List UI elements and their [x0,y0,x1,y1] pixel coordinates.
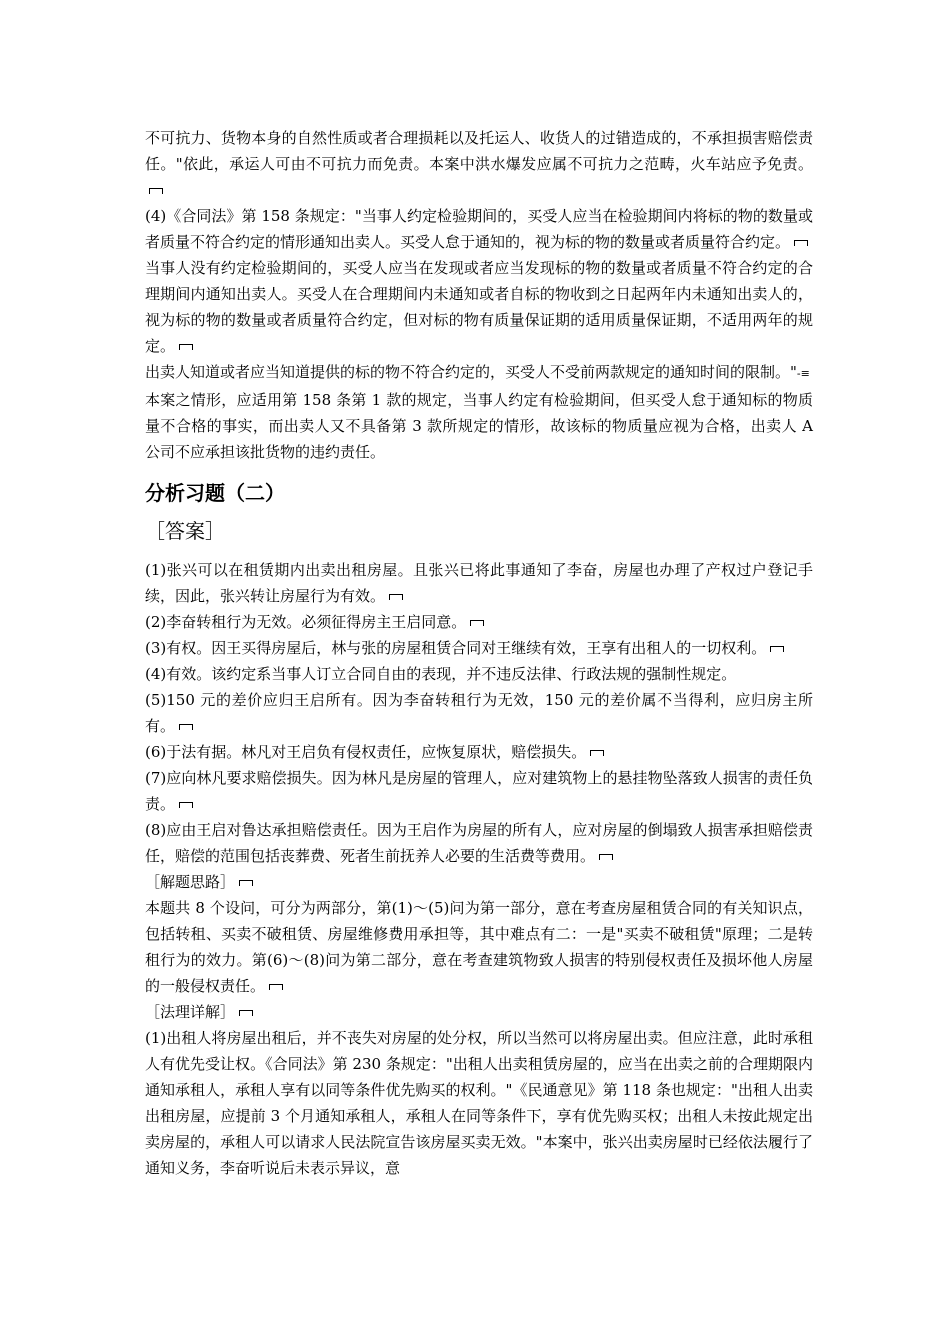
paragraph-mark-icon [599,854,613,860]
thinking-label: ［解题思路］ [145,869,813,895]
paragraph-mark-icon [179,344,193,350]
paragraph-mark-icon [470,620,484,626]
paragraph-mark-icon [770,646,784,652]
paragraph-mark-icon [239,1010,253,1016]
answer-item: (4)有效。该约定系当事人订立合同自由的表现，并不违反法律、行政法规的强制性规定。 [145,665,737,683]
paragraph-mark-icon [269,984,283,990]
paragraph-mark-icon [239,880,253,886]
thinking-text: 本题共 8 个设问，可分为两部分，第(1)～(5)问为第一部分，意在考查房屋租赁合同的有关知识点，包括转租、买卖不破租赁、房屋维修费用承担等，其中难点有二：一是"买卖不破租赁"原理；二是转租行为的效力。第(6)～(8)问为第二部分，意在考查建筑物致人损害的特别侵权责任及损坏他人房屋的一般侵权责任。 [145,899,813,995]
paragraph-mark-icon [794,240,808,246]
paragraph-mark-icon [149,188,163,194]
paragraph: 当事人没有约定检验期间的，买受人应当在发现或者应当发现标的物的数量或者质量不符合约定的合理期间内通知出卖人。买受人在合理期间内未通知或者自标的物收到之日起两年内未通知出卖人的，视为标的物的数量或者质量符合约定，但对标的物有质量保证期的适用质量保证期，不适用两年的规定。 [145,259,813,355]
paragraph-mark-icon [179,724,193,730]
document-body [145,125,813,1181]
paragraph-mark-icon [389,594,403,600]
answer-item: (7)应向林凡要求赔偿损失。因为林凡是房屋的管理人，应对建筑物上的悬挂物坠落致人损害的责任负责。 [145,769,813,813]
answer-item: (5)150 元的差价应归王启所有。因为李奋转租行为无效，150 元的差价属不当得利，应归房主所有。 [145,691,813,735]
paragraph: 不可抗力、货物本身的自然性质或者合理损耗以及托运人、收货人的过错造成的，不承担损害赔偿责任。"依此，承运人可由不可抗力而免责。本案中洪水爆发应属不可抗力之范畴，火车站应予免责。 [145,125,813,203]
paragraph: 出卖人知道或者应当知道提供的标的物不符合约定的，买受人不受前两款规定的通知时间的限制。"-≡ [145,363,810,381]
section-heading: 分析习题（二） [145,481,285,505]
answer-heading: ［答案］ [145,519,225,543]
paragraph: 本案之情形，应适用第 158 条第 1 款的规定，当事人约定有检验期间，但买受人怠于通知标的物质量不合格的事实，而出卖人又不具备第 3 款所规定的情形，故该标的物质量应视为合格，出卖人 A 公司不应承担该批货物的违约责任。 [145,391,813,461]
law-text: (1)出租人将房屋出租后，并不丧失对房屋的处分权，所以当然可以将房屋出卖。但应注意，此时承租人有优先受让权。《合同法》第 230 条规定："出租人出卖租赁房屋的，应当在出卖之前的合理期限内通知承租人，承租人享有以同等条件优先购买的权利。"《民通意见》第 118 条也规定："出租人出卖出租房屋，应提前 3 个月通知承租人，承租人在同等条件下，享有优先购买权；出租人未按此规定出卖房屋的，承租人可以请求人民法院宣告该房屋买卖无效。"本案中，张兴出卖房屋时已经依法履行了通知义务，李奋听说后未表示异议，意 [145,1029,813,1177]
law-label: ［法理详解］ [145,999,813,1025]
answer-item: (8)应由王启对鲁达承担赔偿责任。因为王启作为房屋的所有人，应对房屋的倒塌致人损害承担赔偿责任，赔偿的范围包括丧葬费、死者生前抚养人必要的生活费等费用。 [145,821,813,865]
answer-item: (1)张兴可以在租赁期内出卖出租房屋。且张兴已将此事通知了李奋，房屋也办理了产权过户登记手续，因此，张兴转让房屋行为有效。 [145,561,813,605]
tail-mark: -≡ [796,367,810,380]
answer-item: (2)李奋转租行为无效。必须征得房主王启同意。 [145,609,813,635]
paragraph-mark-icon [590,750,604,756]
paragraph: (4)《合同法》第 158 条规定："当事人约定检验期间的，买受人应当在检验期间内将标的物的数量或者质量不符合约定的情形通知出卖人。买受人怠于通知的，视为标的物的数量或者质量符合约定。 [145,207,813,251]
answer-item: (3)有权。因王买得房屋后，林与张的房屋租赁合同对王继续有效，王享有出租人的一切权利。 [145,635,813,661]
answer-item: (6)于法有据。林凡对王启负有侵权责任，应恢复原状，赔偿损失。 [145,739,813,765]
paragraph-mark-icon [179,802,193,808]
